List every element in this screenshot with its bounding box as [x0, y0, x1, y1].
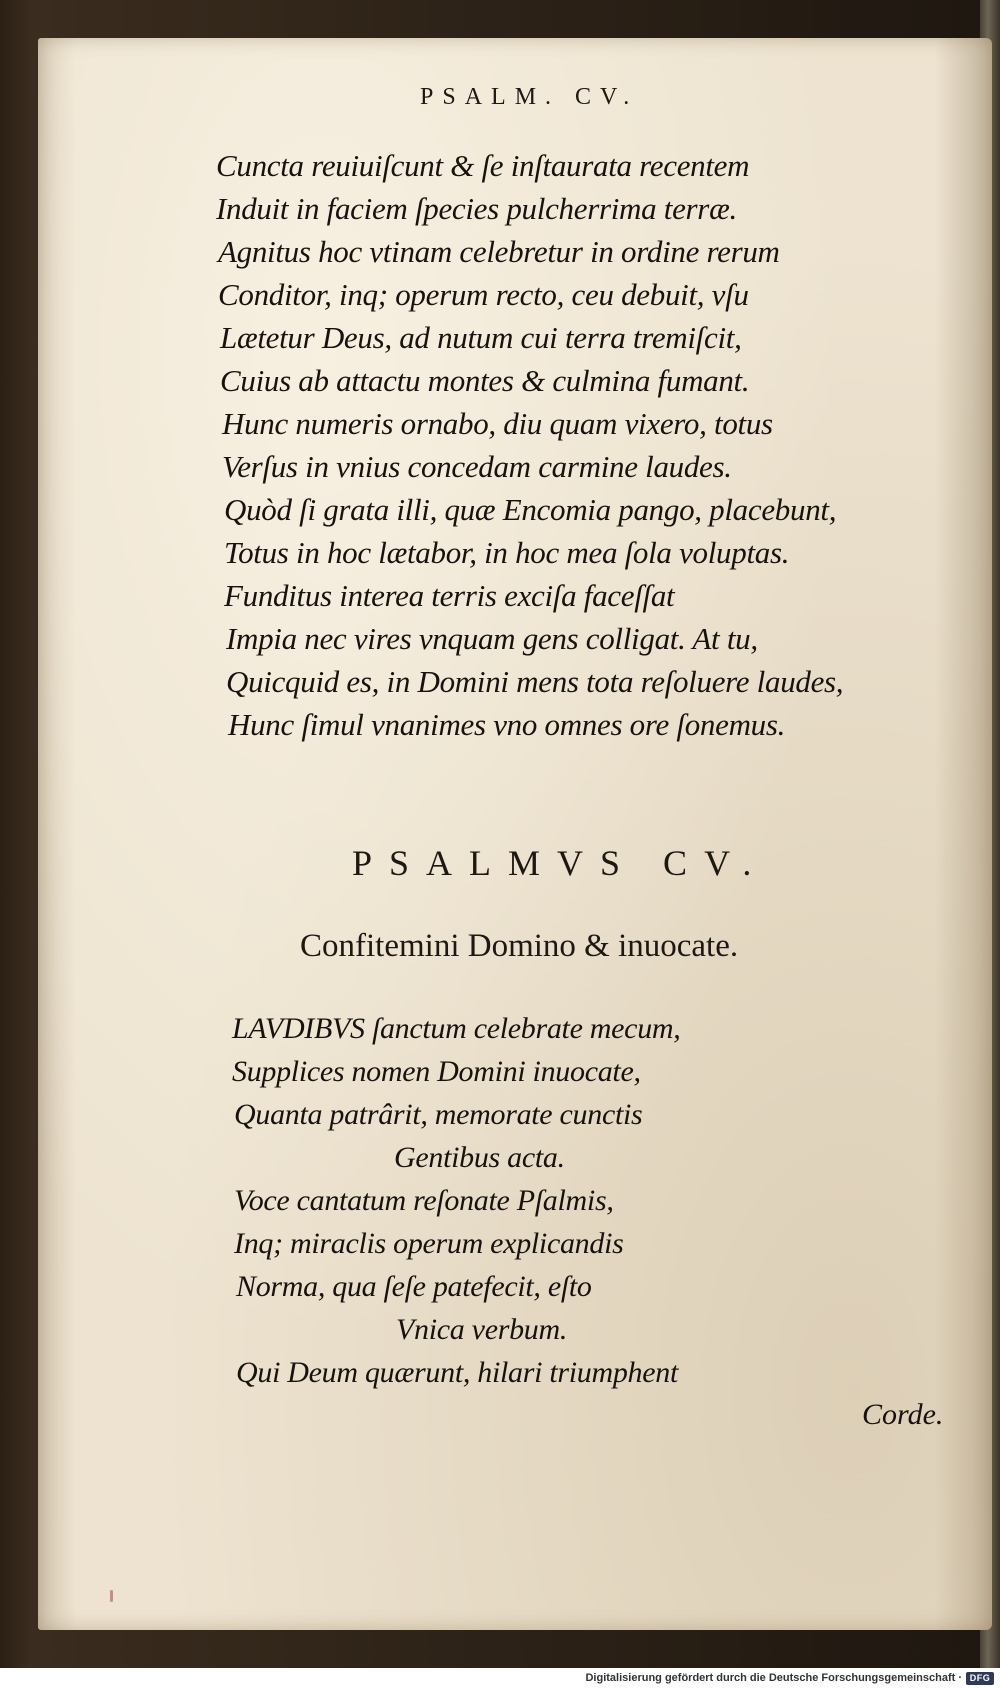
verse-line: Verſus in vnius concedam carmine laudes. — [222, 449, 732, 484]
stanza-line: Norma, qua ſeſe patefecit, eſto — [236, 1270, 592, 1303]
digitization-credit: Digitalisierung gefördert durch die Deutsche Forschungsgemeinschaft · — [585, 1672, 962, 1684]
stanza-line: Voce cantatum reſonate Pſalmis, — [234, 1184, 614, 1217]
verse-line: Impia nec vires vnquam gens colligat. At tu, — [226, 621, 758, 656]
verse-line: Cuncta reuiuiſcunt & ſe inſtaurata recentem — [216, 148, 750, 183]
verse-line: Funditus interea terris exciſa faceſſat — [224, 578, 675, 613]
verse-line: Totus in hoc lætabor, in hoc mea ſola voluptas. — [224, 535, 790, 570]
stanza-line-indented: Vnica verbum. — [396, 1313, 568, 1346]
verse-line: Conditor, inq; operum recto, ceu debuit, vſu — [218, 277, 749, 312]
verse-line: Quicquid es, in Domini mens tota reſoluere laudes, — [226, 664, 844, 699]
stanza-line: LAVDIBVS ſanctum celebrate mecum, — [232, 1012, 681, 1045]
verse-line: Lætetur Deus, ad nutum cui terra tremiſcit, — [220, 320, 742, 355]
stanza-line-indented: Gentibus acta. — [394, 1141, 565, 1174]
stanza-line: Inq; miraclis operum explicandis — [234, 1227, 624, 1260]
stanza-line: Qui Deum quærunt, hilari triumphent — [236, 1356, 679, 1389]
catchword: Corde. — [862, 1398, 944, 1431]
dfg-logo-icon: DFG — [966, 1672, 994, 1685]
stanza-line: Supplices nomen Domini inuocate, — [232, 1055, 641, 1088]
verse-line: Quòd ſi grata illi, quæ Encomia pango, placebunt, — [224, 492, 837, 527]
verse-line: Hunc numeris ornabo, diu quam vixero, totus — [222, 406, 773, 441]
ink-speck — [110, 1590, 113, 1602]
verse-line: Induit in faciem ſpecies pulcherrima terræ. — [216, 191, 737, 226]
show-through-from-facing-page — [864, 208, 992, 1408]
verse-line: Hunc ſimul vnanimes vno omnes ore ſonemus. — [228, 707, 786, 742]
psalm-heading: PSALMVS CV. — [352, 843, 769, 883]
verse-line: Agnitus hoc vtinam celebretur in ordine rerum — [218, 234, 780, 269]
stanza-line: Quanta patrârit, memorate cunctis — [234, 1098, 643, 1131]
verse-line: Cuius ab attactu montes & culmina fumant. — [220, 363, 750, 398]
psalm-incipit: Confitemini Domino & inuocate. — [300, 928, 739, 964]
running-head: PSALM. CV. — [420, 84, 639, 110]
